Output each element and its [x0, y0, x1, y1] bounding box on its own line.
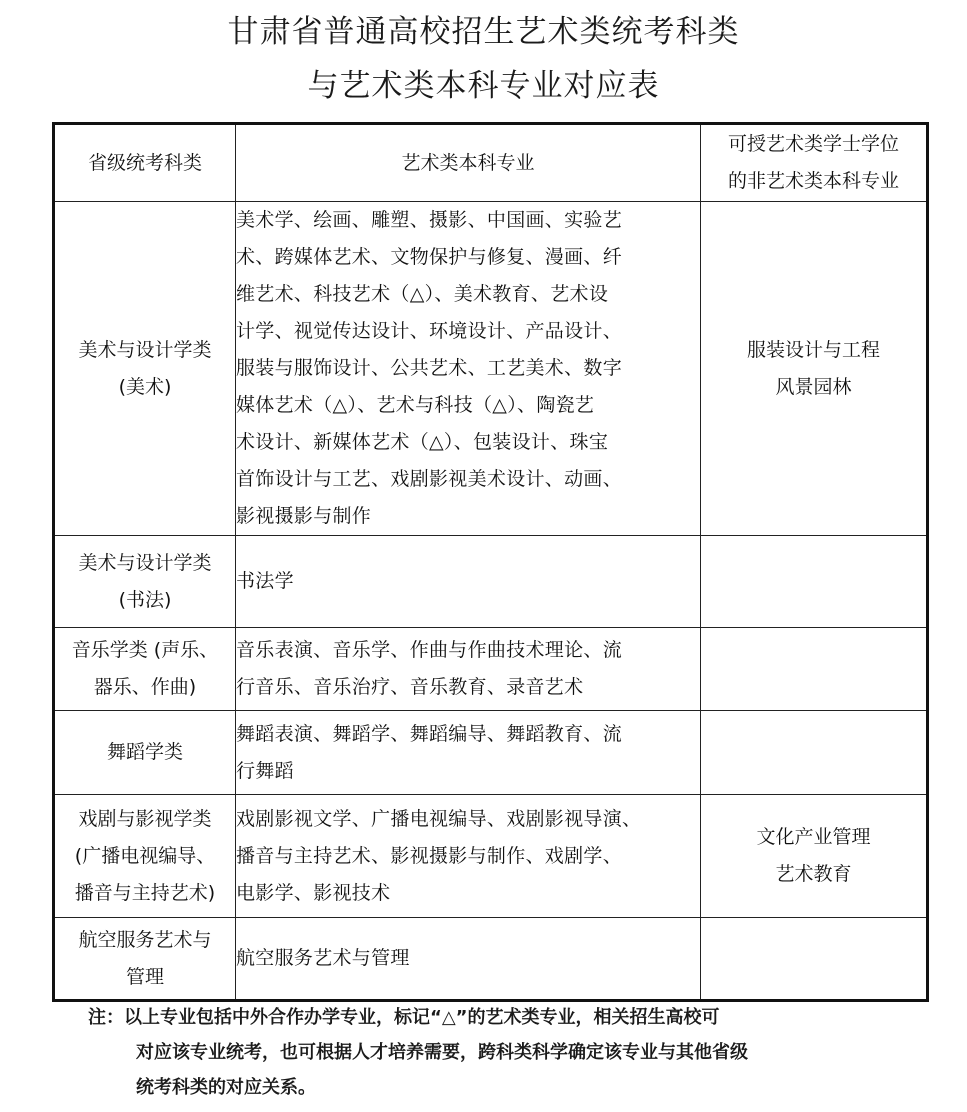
non-art-majors-cell: 文化产业管理 艺术教育 — [701, 795, 928, 918]
art-majors-cell: 舞蹈表演、舞蹈学、舞蹈编导、舞蹈教育、流 行舞蹈 — [236, 711, 701, 795]
footnote-line-1: 注：以上专业包括中外合作办学专业，标记“△”的艺术类专业，相关招生高校可 — [88, 1007, 720, 1028]
exam-category-cell: 戏剧与影视学类 (广播电视编导、 播音与主持艺术) — [54, 795, 236, 918]
non-art-majors-cell — [701, 628, 928, 711]
header-art-majors: 艺术类本科专业 — [236, 124, 701, 202]
exam-category-cell: 美术与设计学类 (书法) — [54, 536, 236, 628]
document-title-line-2: 与艺术类本科专业对应表 — [307, 68, 660, 104]
table-row — [54, 536, 928, 628]
footnote — [88, 1000, 908, 1105]
correspondence-table — [52, 122, 929, 1002]
table-row — [54, 628, 928, 711]
header-non-art-majors: 可授艺术类学士学位 的非艺术类本科专业 — [701, 124, 928, 202]
footnote-line-3: 统考科类的对应关系。 — [136, 1077, 316, 1098]
document-title-line-1: 甘肃省普通高校招生艺术类统考科类 — [227, 14, 740, 50]
art-majors-cell: 美术学、绘画、雕塑、摄影、中国画、实验艺 术、跨媒体艺术、文物保护与修复、漫画、纤 维艺术、科技艺术（△）、美术教育、艺术设 计学、视觉传达设计、环境设计、产品设计、 服装与服饰设计、公共艺术、工艺美术、数字 媒体艺术（△）、艺术与科技（△）、陶瓷艺 术设计、新媒体艺术（△）、包装设计、珠宝 首饰设计与工艺、戏剧影视美术设计、动画、 影视摄影与制作 — [236, 202, 701, 536]
art-majors-cell: 音乐表演、音乐学、作曲与作曲技术理论、流 行音乐、音乐治疗、音乐教育、录音艺术 — [236, 628, 701, 711]
exam-category-cell: 美术与设计学类 (美术) — [54, 202, 236, 536]
table-row — [54, 711, 928, 795]
art-majors-cell: 戏剧影视文学、广播电视编导、戏剧影视导演、 播音与主持艺术、影视摄影与制作、戏剧学、 电影学、影视技术 — [236, 795, 701, 918]
non-art-majors-cell: 服装设计与工程 风景园林 — [701, 202, 928, 536]
non-art-majors-cell — [701, 536, 928, 628]
footnote-line-2: 对应该专业统考，也可根据人才培养需要，跨科类科学确定该专业与其他省级 — [136, 1042, 748, 1063]
non-art-majors-cell — [701, 711, 928, 795]
art-majors-cell: 书法学 — [236, 536, 701, 628]
exam-category-cell: 航空服务艺术与 管理 — [54, 918, 236, 1001]
exam-category-cell: 舞蹈学类 — [54, 711, 236, 795]
table-row — [54, 795, 928, 918]
exam-category-cell: 音乐学类 (声乐、 器乐、作曲) — [54, 628, 236, 711]
table-row — [54, 918, 928, 1001]
art-majors-cell: 航空服务艺术与管理 — [236, 918, 701, 1001]
non-art-majors-cell — [701, 918, 928, 1001]
table-row — [54, 202, 928, 536]
table-header-row — [54, 124, 928, 202]
header-exam-category: 省级统考科类 — [54, 124, 236, 202]
